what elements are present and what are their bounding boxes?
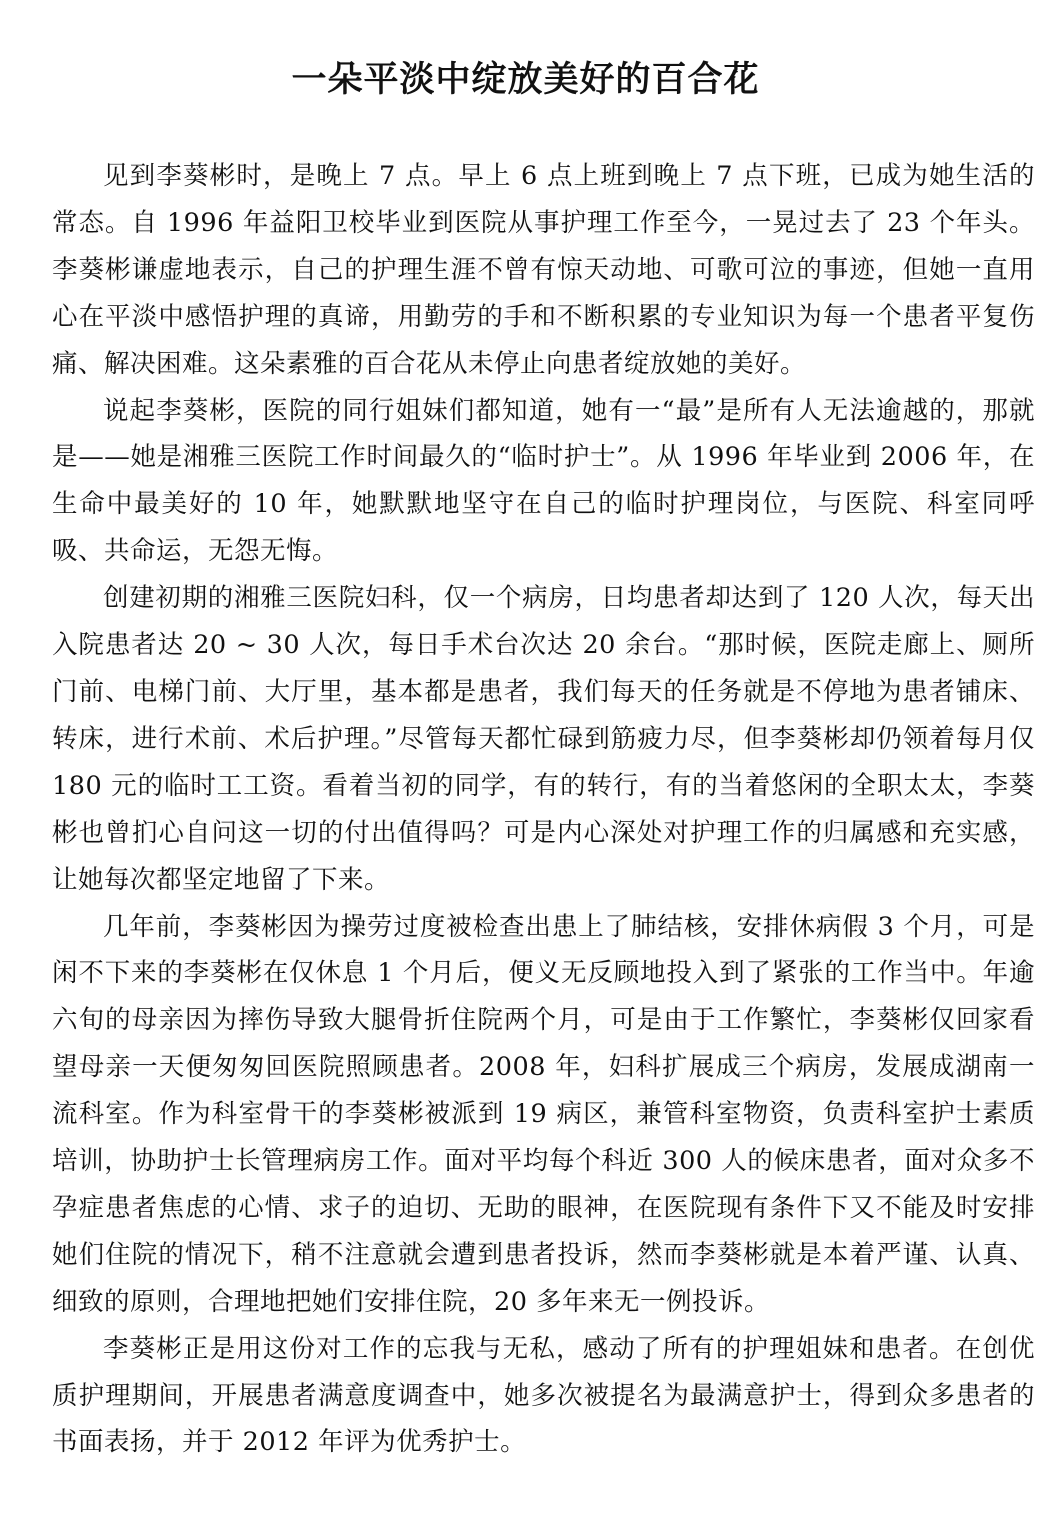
paragraph-3: 创建初期的湘雅三医院妇科，仅一个病房，日均患者却达到了 120 人次，每天出入院患者达 20 ~ 30 人次，每日手术台次达 20 余台。“那时候，医院走廊上、厕所门前、电梯门前、大厅里，基本都是患者，我们每天的任务就是不停地为患者铺床、转床，进行术前、术后护理。”尽管每天都忙碌到筋疲力尽，但李葵彬却仍领着每月仅 180 元的临时工工资。看着当初的同学，有的转行，有的当着悠闲的全职太太，李葵彬也曾扪心自问这一切的付出值得吗？可是内心深处对护理工作的归属感和充实感，让她每次都坚定地留了下来。 [52,583,1035,895]
paragraph-4: 几年前，李葵彬因为操劳过度被检查出患上了肺结核，安排休病假 3 个月，可是闲不下来的李葵彬在仅休息 1 个月后，便义无反顾地投入到了紧张的工作当中。年逾六旬的母亲因为摔伤导致大腿骨折住院两个月，可是由于工作繁忙，李葵彬仅回家看望母亲一天便匆匆回医院照顾患者。2008 年，妇科扩展成三个病房，发展成湖南一流科室。作为科室骨干的李葵彬被派到 19 病区，兼管科室物资，负责科室护士素质培训，协助护士长管理病房工作。面对平均每个科近 300 人的候床患者，面对众多不孕症患者焦虑的心情、求子的迫切、无助的眼神，在医院现有条件下又不能及时安排她们住院的情况下，稍不注意就会遭到患者投诉，然而李葵彬就是本着严谨、认真、细致的原则，合理地把她们安排住院，20 多年来无一例投诉。 [52,911,1035,1317]
paragraph-5: 李葵彬正是用这份对工作的忘我与无私，感动了所有的护理姐妹和患者。在创优质护理期间，开展患者满意度调查中，她多次被提名为最满意护士，得到众多患者的书面表扬，并于 2012 年评为优秀护士。 [52,1333,1035,1458]
article-title: 一朵平淡中绽放美好的百合花 [291,60,760,100]
paragraph-2: 说起李葵彬，医院的同行姐妹们都知道，她有一“最”是所有人无法逾越的，那就是——她是湘雅三医院工作时间最久的“临时护士”。从 1996 年毕业到 2006 年，在生命中最美好的 10 年，她默默地坚守在自己的临时护理岗位，与医院、科室同呼吸、共命运，无怨无悔。 [52,395,1035,567]
paragraph-1: 见到李葵彬时，是晚上 7 点。早上 6 点上班到晚上 7 点下班，已成为她生活的常态。自 1996 年益阳卫校毕业到医院从事护理工作至今，一晃过去了 23 个年头。李葵彬谦虚地表示，自己的护理生涯不曾有惊天动地、可歌可泣的事迹，但她一直用心在平淡中感悟护理的真谛，用勤劳的手和不断积累的专业知识为每一个患者平复伤痛、解决困难。这朵素雅的百合花从未停止向患者绽放她的美好。 [52,161,1035,379]
article-body [52,153,1035,1466]
